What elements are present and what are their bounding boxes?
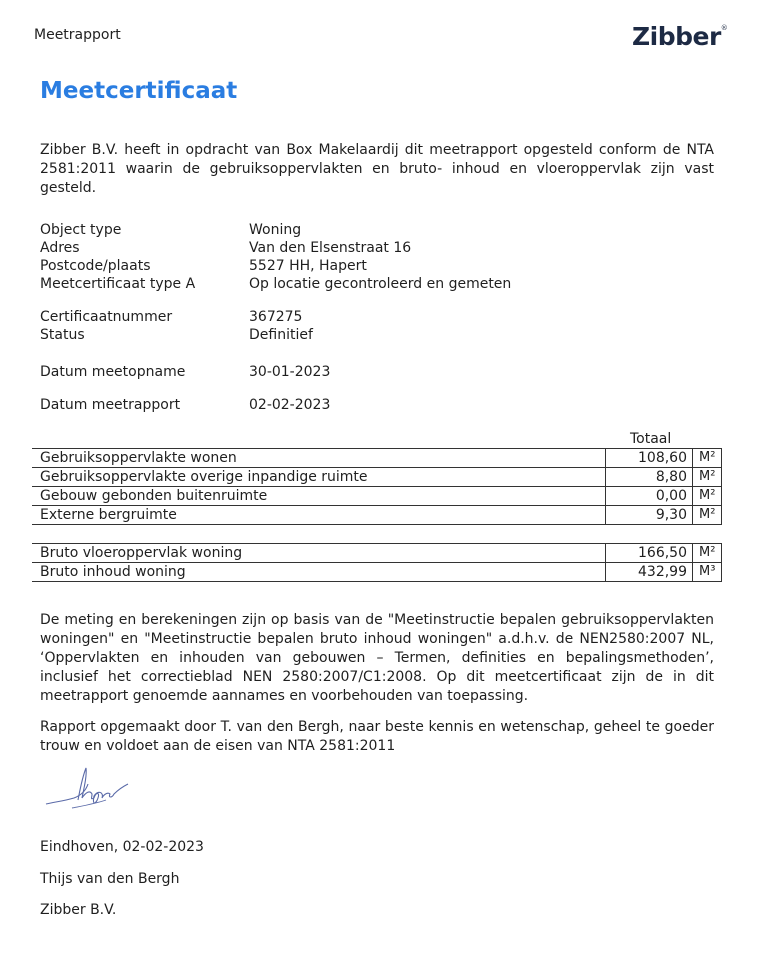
page-title: Meetcertificaat [40, 78, 238, 104]
info-value: Definitief [249, 327, 313, 343]
usable-area-table [32, 448, 722, 525]
row-unit: M³ [693, 563, 722, 582]
row-value: 432,99 [606, 563, 693, 582]
table-row [32, 506, 722, 525]
info-label: Meetcertificaat type A [40, 276, 196, 292]
info-label: Datum meetopname [40, 364, 186, 380]
table-row [32, 468, 722, 487]
row-unit: M² [693, 506, 722, 525]
row-description: Bruto vloeroppervlak woning [32, 544, 606, 563]
row-unit: M² [693, 468, 722, 487]
info-label: Certificaatnummer [40, 309, 173, 325]
row-unit: M² [693, 449, 722, 468]
info-value: Woning [249, 222, 302, 238]
info-value: 5527 HH, Hapert [249, 258, 367, 274]
info-value: 367275 [249, 309, 303, 325]
info-label: Datum meetrapport [40, 397, 181, 413]
table-row [32, 563, 722, 582]
info-label: Adres [40, 240, 80, 256]
info-label: Postcode/plaats [40, 258, 151, 274]
gross-area-table [32, 543, 722, 582]
row-value: 8,80 [606, 468, 693, 487]
row-description: Bruto inhoud woning [32, 563, 606, 582]
registered-mark: ® [720, 24, 728, 32]
table-row [32, 487, 722, 506]
row-description: Externe bergruimte [32, 506, 606, 525]
table-row [32, 449, 722, 468]
row-description: Gebruiksoppervlakte overige inpandige ruimte [32, 468, 606, 487]
handwritten-signature-icon [42, 762, 142, 818]
info-value: 02-02-2023 [249, 397, 331, 413]
row-description: Gebruiksoppervlakte wonen [32, 449, 606, 468]
intro-paragraph: Zibber B.V. heeft in opdracht van Box Makelaardij dit meetrapport opgesteld conform de NTA 2581:2011 waarin de gebruiksoppervlakten en bruto- inhoud en vloeroppervlak zijn vast gesteld. [40, 142, 714, 196]
logo-text: Zibber [632, 22, 721, 51]
row-description: Gebouw gebonden buitenruimte [32, 487, 606, 506]
report-label: Meetrapport [34, 27, 121, 43]
row-value: 166,50 [606, 544, 693, 563]
methodology-paragraph: De meting en berekeningen zijn op basis van de "Meetinstructie bepalen gebruiksoppervlakten woningen" en "Meetinstructie bepalen bruto inhoud woningen" a.d.h.v. de NEN2580:2007 NL, ‘Oppervlakten en inhouden van gebouwen – Termen, definities en bepalingsmethoden’, inclusief het correctieblad NEN 2580:2007/C1:2008. Op dit meetcertificaat zijn de in dit meetrapport genoemde aannames en voorbehouden van toepassing. [40, 612, 714, 704]
info-value: Op locatie gecontroleerd en gemeten [249, 276, 512, 292]
info-label: Status [40, 327, 85, 343]
info-label: Object type [40, 222, 122, 238]
table-row [32, 544, 722, 563]
row-value: 9,30 [606, 506, 693, 525]
place-date: Eindhoven, 02-02-2023 [40, 839, 204, 855]
signer-name: Thijs van den Bergh [40, 871, 180, 887]
info-value: 30-01-2023 [249, 364, 331, 380]
row-value: 0,00 [606, 487, 693, 506]
row-unit: M² [693, 487, 722, 506]
row-unit: M² [693, 544, 722, 563]
info-value: Van den Elsenstraat 16 [249, 240, 412, 256]
zibber-logo [632, 22, 727, 51]
row-value: 108,60 [606, 449, 693, 468]
total-column-header: Totaal [630, 431, 672, 447]
company-name: Zibber B.V. [40, 902, 117, 918]
declaration-paragraph: Rapport opgemaakt door T. van den Bergh, naar beste kennis en wetenschap, geheel te goeder trouw en voldoet aan de eisen van NTA 2581:2011 [40, 719, 714, 754]
